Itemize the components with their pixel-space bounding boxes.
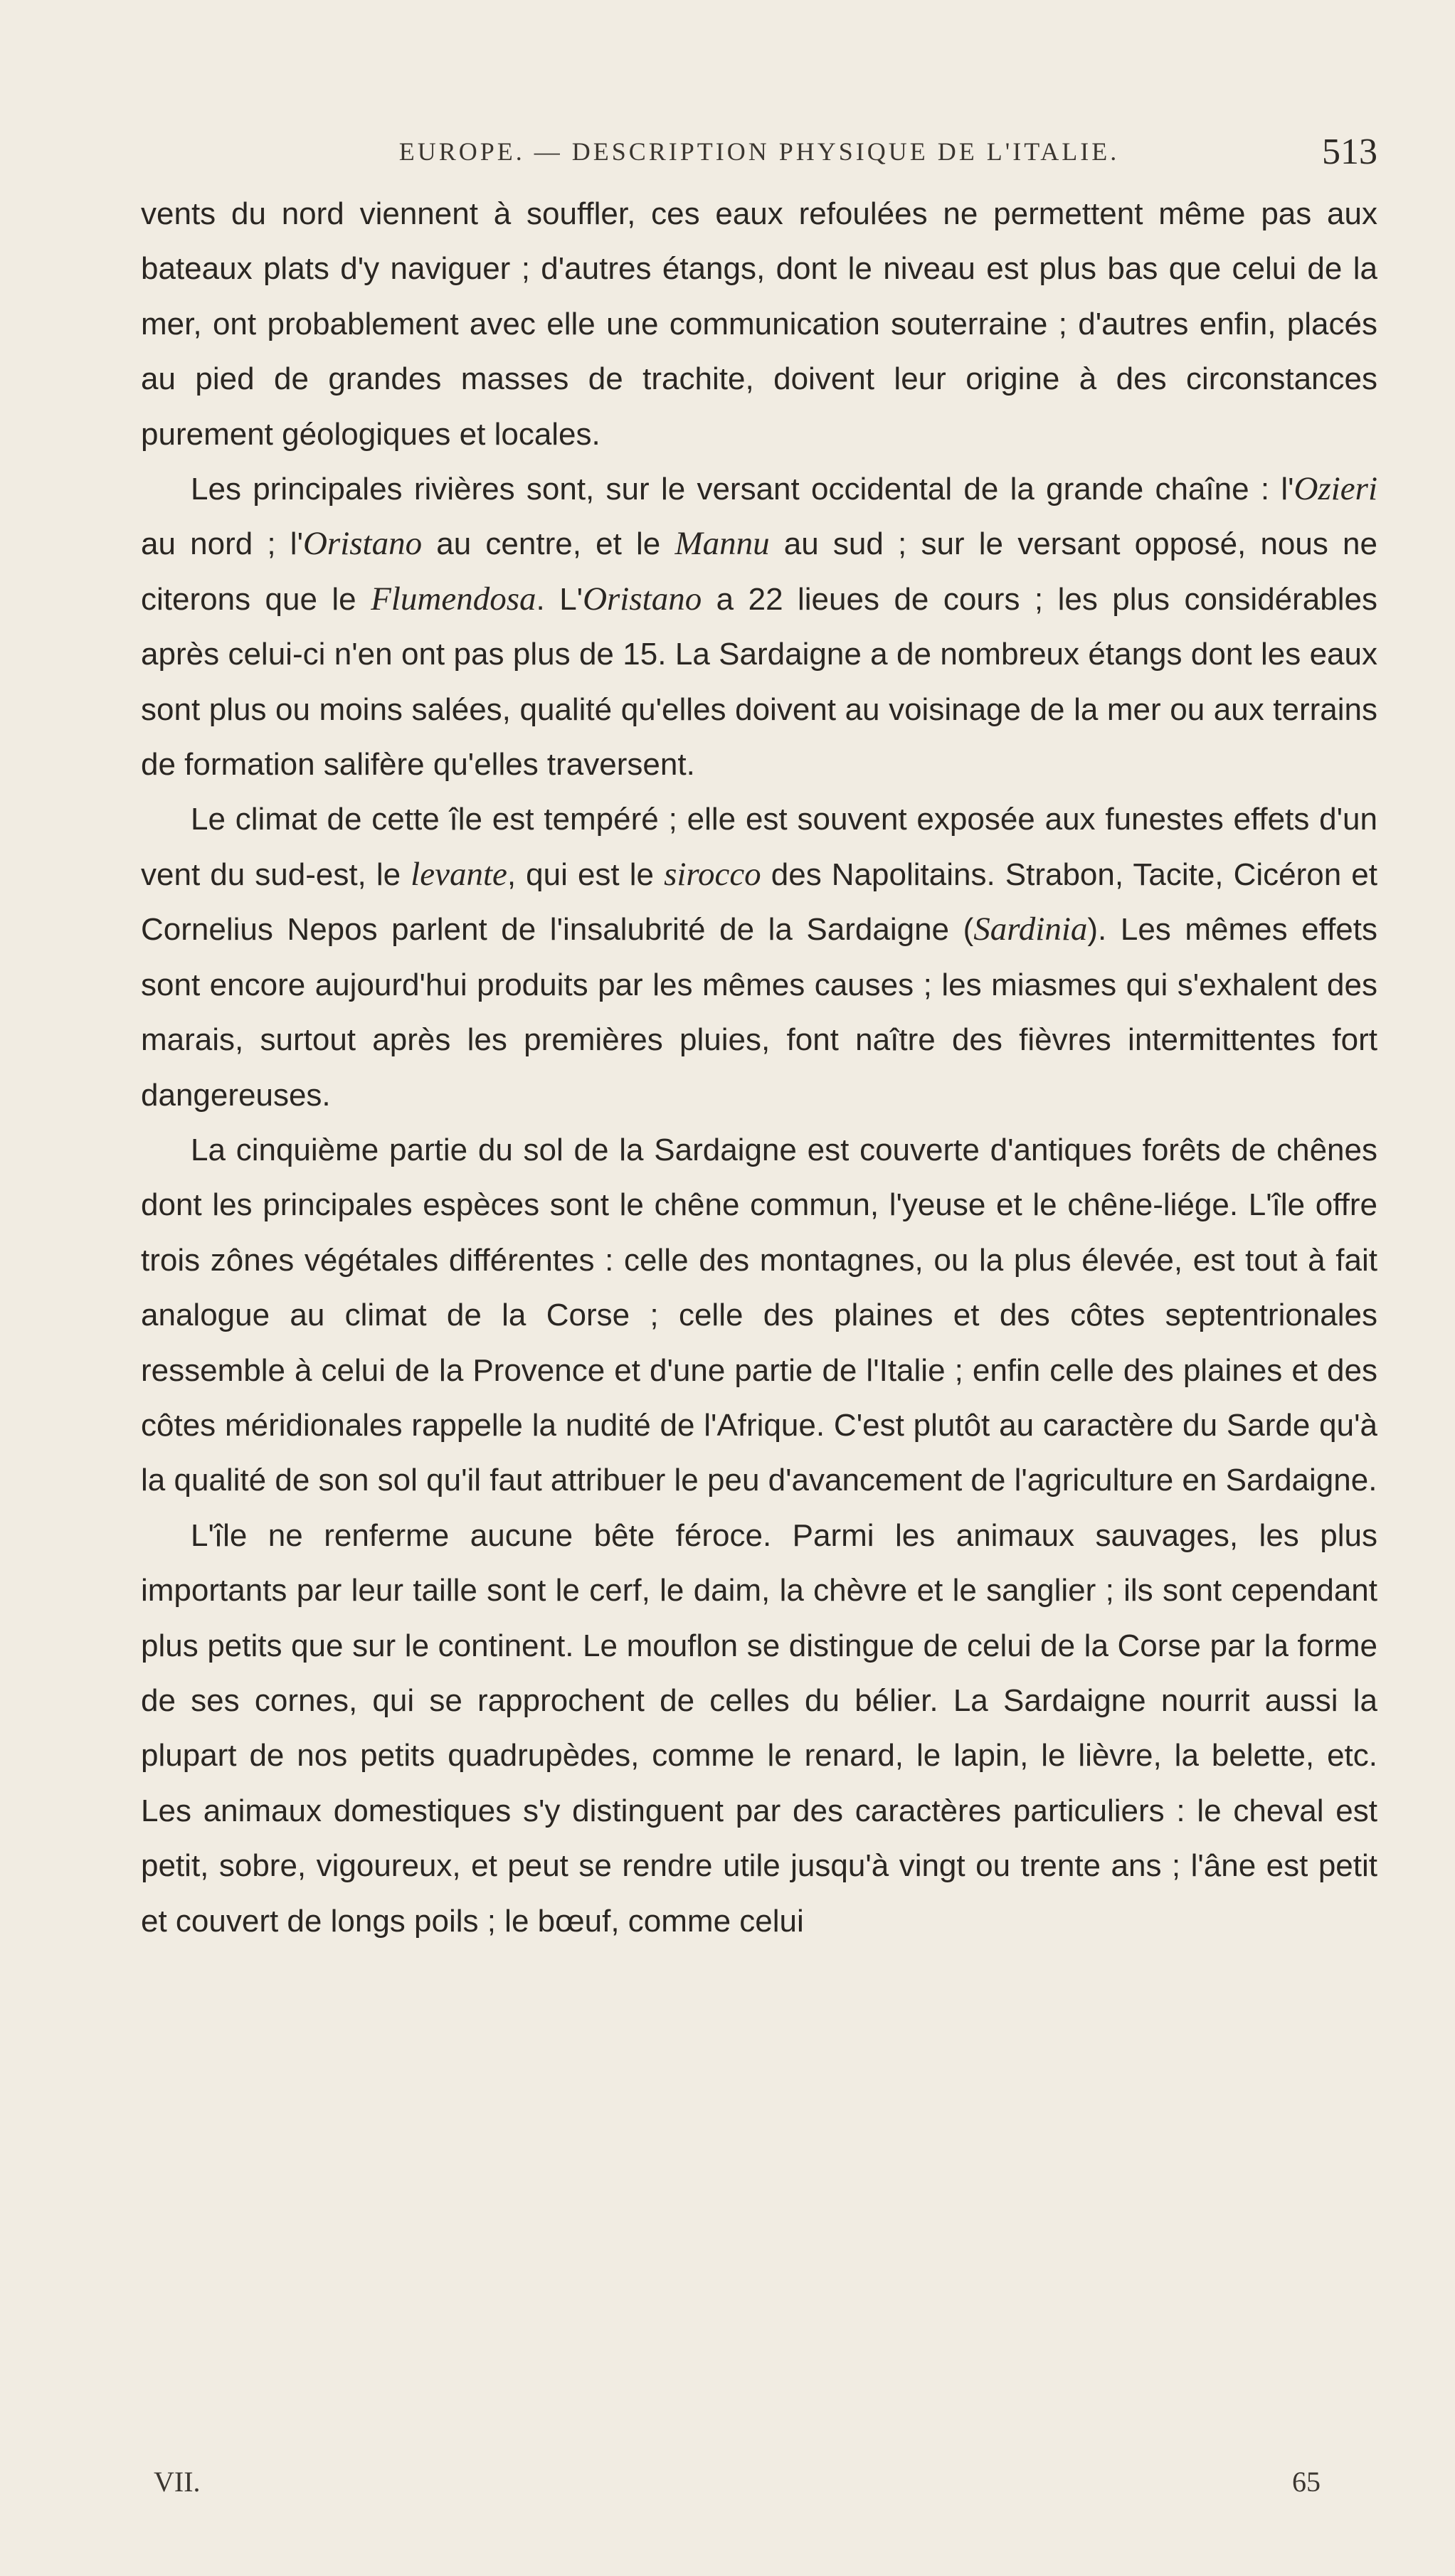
text-run: Les principales rivières sont, sur le versant occidental de la grande chaîne : l': [191, 472, 1294, 507]
text-run: ). Les mêmes effets sont encore aujourd'hui produits par les mêmes causes ; les miasmes qui s'exhalent des marais, surtout après les premières pluies, font naître des fièvres intermittentes fort dangereuses.: [141, 912, 1377, 1113]
text-run: La cinquième partie du sol de la Sardaigne est couverte d'antiques forêts de chênes dont les principales espèces sont le chêne commun, l'yeuse et le chêne-liége. L'île offre trois zônes végétales différentes : celle des montagnes, ou la plus élevée, est tout à fait analogue au climat de la Corse ; celle des plaines et des côtes septentrionales ressemble à celui de la Provence et d'une partie de l'Italie ; enfin celle des plaines et des côtes méridionales rappelle la nudité de l'Afrique. C'est plutôt au caractère du Sarde qu'à la qualité de son sol qu'il faut attribuer le peu d'avancement de l'agriculture en Sardaigne.: [141, 1132, 1377, 1498]
signature-mark: 65: [1292, 2466, 1321, 2498]
running-head: EUROPE. — DESCRIPTION PHYSIQUE DE L'ITALIE.: [398, 137, 1120, 166]
text-run: des Napolitains. Strabon, Tacite, Cicéron et Cornelius Nepos parlent de l'insalubrité de la Sardaigne (: [141, 857, 1377, 948]
text-run: vents du nord viennent à souffler, ces eaux refoulées ne permettent même pas aux bateaux plats d'y naviguer ; d'autres étangs, dont le niveau est plus bas que celui de la mer, ont probablement avec elle une communication souterraine ; d'autres enfin, placés au pied de grandes masses de trachite, doivent leur origine à des circonstances purement géologiques et locales.: [141, 196, 1377, 452]
text-run: au sud ; sur le versant opposé, nous ne citerons que le: [141, 526, 1377, 617]
text-run: . L': [536, 581, 583, 617]
term-sirocco: sirocco: [664, 855, 761, 893]
page-footer: [141, 2465, 1377, 2501]
river-name-oristano: Oristano: [583, 580, 702, 618]
text-run: L'île ne renferme aucune bête féroce. Parmi les animaux sauvages, les plus importants par leur taille sont le cerf, le daim, la chèvre et le sanglier ; ils sont cependant plus petits que sur le continent. Le mouflon se distingue de celui de la Corse par la forme de ses cornes, qui se rapprochent de celles du bélier. La Sardaigne nourrit aussi la plupart de nos petits quadrupèdes, comme le renard, le lapin, le lièvre, la belette, etc. Les animaux domestiques s'y distinguent par des caractères particuliers : le cheval est petit, sobre, vigoureux, et peut se rendre utile jusqu'à vingt ou trente ans ; l'âne est petit et couvert de longs poils ; le bœuf, comme celui: [141, 1517, 1377, 1939]
text-run: , qui est le: [507, 857, 665, 892]
page-header: [141, 132, 1377, 179]
text-run: au centre, et le: [422, 526, 675, 562]
text-run: au nord ; l': [141, 526, 303, 562]
river-name-mannu: Mannu: [674, 525, 770, 563]
term-levante: levante: [411, 855, 507, 893]
paragraph-continuation: [141, 186, 1377, 462]
body-text: [141, 186, 1377, 1949]
volume-mark: VII.: [154, 2466, 201, 2498]
river-name-ozieri: Ozieri: [1293, 470, 1377, 508]
page-number: 513: [1322, 132, 1377, 172]
paragraph-vegetation: [141, 1123, 1377, 1508]
paragraph-rivers: [141, 462, 1377, 792]
river-name-flumendosa: Flumendosa: [371, 580, 536, 618]
text-run: Le climat de cette île est tempéré ; elle est souvent exposée aux funestes effets d'un vent du sud-est, le: [141, 802, 1377, 892]
text-run: a 22 lieues de cours ; les plus considérables après celui-ci n'en ont pas plus de 15. La Sardaigne a de nombreux étangs dont les eaux sont plus ou moins salées, qualité qu'elles doivent au voisinage de la mer ou aux terrains de formation salifère qu'elles traversent.: [141, 581, 1377, 783]
paragraph-fauna: [141, 1508, 1377, 1949]
term-sardinia: Sardinia: [973, 911, 1088, 948]
river-name-oristano: Oristano: [302, 525, 423, 563]
paragraph-climate: [141, 792, 1377, 1122]
